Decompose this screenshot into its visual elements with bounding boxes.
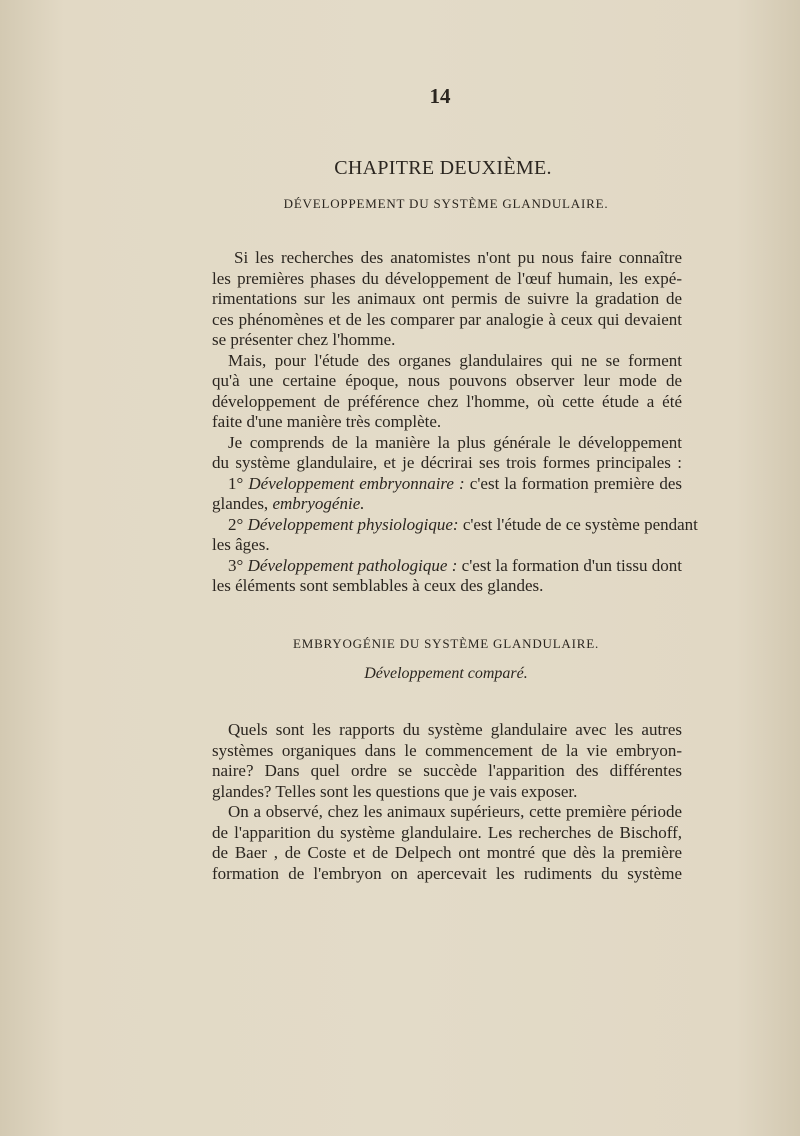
item-number: 3° (228, 555, 244, 575)
text-line: Mais, pour l'étude des organes glandulaires qui ne se forment (228, 350, 682, 370)
text-line: On a observé, chez les animaux supérieurs, cette première période (228, 802, 682, 821)
chapter-title: CHAPITRE DEUXIÈME. (334, 157, 552, 179)
item-number: 2° (228, 514, 244, 534)
text-line: qu'à une certaine époque, nous pouvons observer leur mode de (212, 371, 682, 390)
item-term: Développement embryonnaire : (248, 473, 465, 493)
item-term: Développement physiologique: (247, 514, 459, 534)
item-number: 1° (228, 473, 244, 493)
text-line: les premières phases du développement de l'œuf humain, les expé- (212, 268, 682, 288)
text-line: Si les recherches des anatomistes n'ont pu nous faire connaître (234, 248, 682, 267)
list-item-2 (212, 514, 698, 536)
text-line: rimentations sur les animaux ont permis de suivre la gradation de (212, 289, 682, 308)
item-term: embryogénie. (272, 494, 365, 513)
section-title: DÉVELOPPEMENT DU SYSTÈME GLANDULAIRE. (283, 196, 609, 211)
item-text: c'est l'étude de ce système pendant (462, 514, 698, 534)
text-line: glandes? Telles sont les questions que je vais exposer. (212, 781, 578, 801)
item-term: Développement pathologique : (247, 555, 458, 575)
text-line: de l'apparition du système glandulaire. Les recherches de Bischoff, (212, 822, 682, 842)
section2-title: EMBRYOGÉNIE DU SYSTÈME GLANDULAIRE. (292, 636, 600, 651)
text-line: ces phénomènes et de les comparer par analogie à ceux qui devaient (212, 309, 682, 329)
item-text: c'est la formation d'un tissu dont (461, 555, 682, 575)
text-line: de Baer , de Coste et de Delpech ont montré que dès la première (212, 843, 682, 862)
text-line: les éléments sont semblables à ceux des glandes. (212, 576, 544, 595)
text-line: faite d'une manière très complète. (212, 412, 442, 431)
body-text-top (212, 248, 698, 597)
text-line: Quels sont les rapports du système glandulaire avec les autres (228, 720, 682, 739)
text-line: les âges. (212, 535, 270, 554)
page-number: 14 (429, 84, 451, 108)
item-text: c'est la formation première des (469, 473, 683, 493)
subsection-title: Développement comparé. (364, 665, 528, 682)
list-item-3 (212, 556, 682, 577)
body-text-bottom (212, 720, 682, 884)
text-line: formation de l'embryon on apercevait les rudiments du système (212, 863, 682, 883)
text-line: naire? Dans quel ordre se succède l'apparition des différentes (212, 761, 682, 780)
item-text: glandes, (212, 494, 269, 513)
text-line: systèmes organiques dans le commencement de la vie embryon- (212, 740, 682, 760)
text-line: Je comprends de la manière la plus générale le développement (228, 432, 682, 452)
text-line: du système glandulaire, et je décrirai ses trois formes principales : (212, 453, 682, 472)
list-item-1 (212, 474, 682, 495)
text-line: se présenter chez l'homme. (212, 330, 396, 349)
text-line: développement de préférence chez l'homme, où cette étude a été (212, 391, 682, 411)
list-item-1-cont (212, 494, 682, 515)
